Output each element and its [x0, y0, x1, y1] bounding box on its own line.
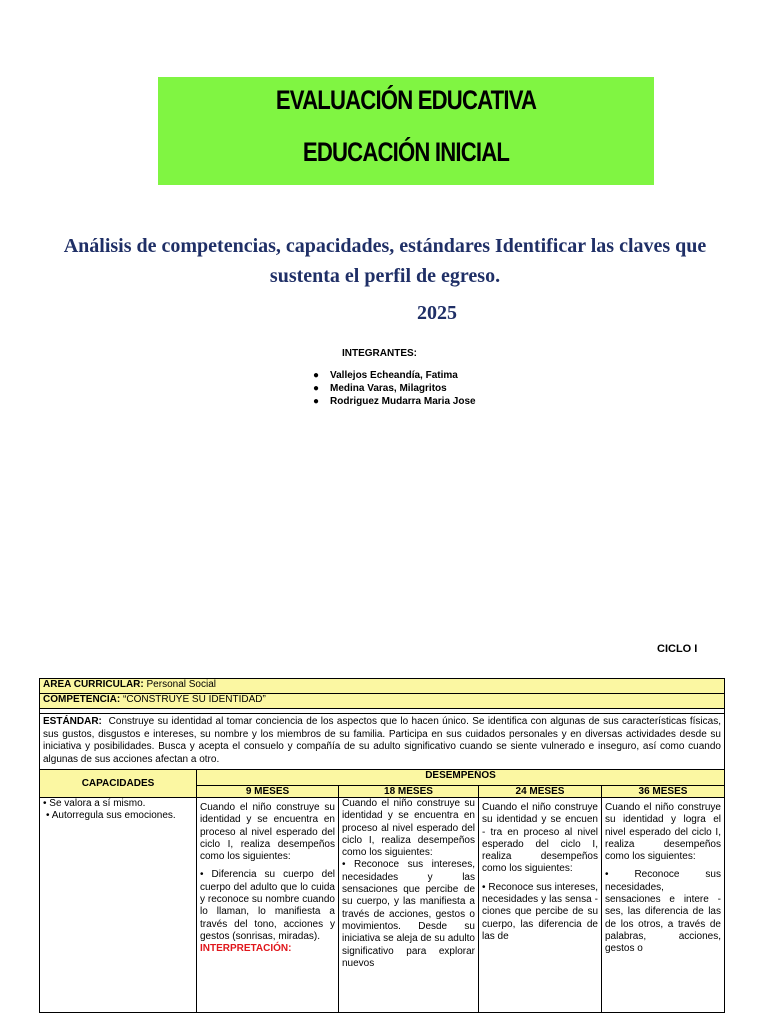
- desempeno-intro: Cuando el niño construye su identidad y se encuentra en proceso al nivel esperado del ciclo I, realiza desempeños como los siguientes:: [342, 798, 475, 859]
- area-cell: [40, 679, 725, 694]
- desempeno-36-cell: [602, 798, 725, 1013]
- desempeno-intro: Cuando el niño construye su identidad y se encuen - tra en proceso al nivel esperado del ciclo I, realiza desempeños como los siguientes:: [482, 802, 598, 875]
- desempeno-item: • Diferencia su cuerpo del cuerpo del adulto que lo cuida y reconoce su nombre cuando lo llaman, lo manifiesta a través del tono, acciones y gestos (sonrisas, miradas).: [200, 869, 335, 942]
- area-label: AREA CURRICULAR:: [43, 679, 144, 690]
- desempeno-item: • Reconoce sus necesidades, sensaciones e intere - ses, las diferencia de las de los otros, a través de palabras, acciones, gestos o: [605, 869, 721, 955]
- document-year: 2025: [417, 302, 457, 324]
- list-item: [313, 382, 476, 395]
- capacidad-item: • Autorregula sus emociones.: [46, 810, 176, 821]
- member-name: Rodriguez Mudarra Maria Jose: [330, 396, 476, 407]
- members-list: [313, 369, 476, 408]
- table-row: [40, 679, 725, 694]
- competencia-cell: [40, 694, 725, 709]
- table-row: [40, 798, 725, 1013]
- competencia-label: COMPETENCIA:: [43, 694, 121, 705]
- desempeno-9-cell: [197, 798, 339, 1013]
- list-item: [313, 395, 476, 408]
- capacidades-cell: [40, 798, 197, 1013]
- table-row: [40, 694, 725, 709]
- age-header-18: 18 MESES: [339, 786, 479, 798]
- desempeno-item: • Reconoce sus intereses, necesidades y las sensa - ciones que percibe de su cuerpo, las diferencia de las de: [482, 881, 598, 942]
- list-item: [313, 369, 476, 382]
- table-row: [40, 770, 725, 786]
- bullet-icon: ●: [313, 370, 320, 381]
- bullet-icon: ●: [313, 396, 320, 407]
- bullet-icon: ●: [313, 383, 320, 394]
- desempeno-18-cell: [339, 798, 479, 1013]
- age-header-9: 9 MESES: [197, 786, 339, 798]
- capacidades-header: CAPACIDADES: [40, 770, 197, 798]
- estandar-label: ESTÁNDAR:: [43, 716, 102, 727]
- competencias-table: [39, 678, 725, 1013]
- member-name: Vallejos Echeandía, Fatima: [330, 370, 458, 381]
- area-value: Personal Social: [146, 679, 216, 690]
- competencia-value: “CONSTRUYE SU IDENTIDAD”: [123, 694, 266, 705]
- estandar-cell: [40, 714, 725, 770]
- estandar-text: Construye su identidad al tomar conciencia de los aspectos que lo hacen único. Se identifica con algunas de sus características físicas, sus gustos, disgustos e intereses, su nombre y los miembros de su familia. Participa en sus cuidados personales y en diversas actividades desde su iniciativa y posibilidades. Busca y acepta el consuelo y compañía de su adulto significativo cuando se siente vulnerado e inseguro, así como cuando algunas de sus acciones afectan a otro.: [43, 716, 721, 765]
- desempenos-header: DESEMPEÑOS: [197, 770, 725, 786]
- desempeno-24-cell: [479, 798, 602, 1013]
- table-row: [40, 714, 725, 770]
- desempeno-intro: Cuando el niño construye su identidad y se encuentra en proceso al nivel esperado del ciclo I, realiza desempeños como los siguientes:: [200, 802, 335, 863]
- interpretacion-label: INTERPRETACIÓN:: [200, 943, 292, 955]
- age-header-24: 24 MESES: [479, 786, 602, 798]
- desempeno-item: • Reconoce sus intereses, necesidades y las sensaciones que percibe de su cuerpo, y las manifiesta a través de acciones, gestos o movimientos. Desde su iniciativa se aleja de su adulto significativo para explorar nuevos: [342, 859, 475, 969]
- title-banner: [158, 77, 654, 185]
- member-name: Medina Varas, Milagritos: [330, 383, 447, 394]
- document-subtitle: Análisis de competencias, capacidades, estándares Identificar las claves que sustenta el perfil de egreso.: [63, 235, 707, 287]
- integrantes-label: INTEGRANTES:: [342, 348, 417, 359]
- title-line-1: EVALUACIÓN EDUCATIVA: [275, 85, 537, 115]
- capacidad-item: • Se valora a sí mismo.: [43, 798, 146, 809]
- ciclo-label: CICLO I: [657, 643, 698, 655]
- title-line-2: EDUCACIÓN INICIAL: [302, 137, 510, 167]
- desempeno-intro: Cuando el niño construye su identidad y logra el nivel esperado del ciclo I, realiza desempeños como los siguientes:: [605, 802, 721, 863]
- age-header-36: 36 MESES: [602, 786, 725, 798]
